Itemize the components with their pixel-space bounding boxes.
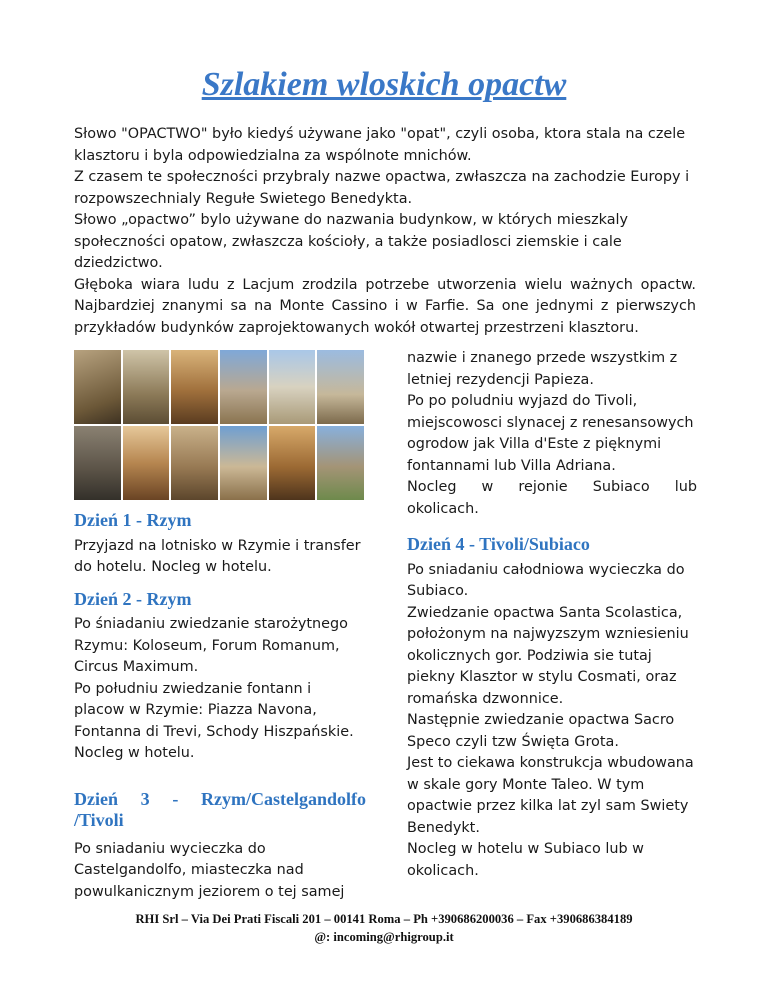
- day-2-paragraph: Po południu zwiedzanie fontann i placow w Rzymie: Piazza Navona, Fontanna di Trevi, Schody Hiszpańskie.: [74, 680, 354, 740]
- photo-tile: [317, 350, 364, 424]
- photo-tile: [317, 426, 364, 500]
- day-1-heading: Dzień 1 - Rzym: [74, 510, 192, 530]
- abbey-photo-collage: [74, 350, 364, 500]
- day-3-heading: [74, 789, 366, 831]
- day-4-paragraph: Nocleg w hotelu w Subiaco lub w okolicach.: [407, 841, 644, 879]
- right-column: [407, 348, 697, 882]
- day-3-heading-line: /Tivoli: [74, 809, 124, 830]
- day-3-paragraph: Po sniadaniu wycieczka do Castelgandolfo, miasteczka nad powulkanicznym jeziorem o tej samej: [74, 840, 345, 900]
- day-3-heading-line: Dzień 3 - Rzym/Castelgandolfo: [74, 788, 366, 809]
- intro-paragraph: Głęboka wiara ludu z Lacjum zrodzila potrzebe utworzenia wielu ważnych opactw. Najbardziej znanymi sa na Monte Cassino i w Farfie. Sa one jednymi z pierwszych przykładów budynków zaprojektowanych wokół otwartej przestrzeni klasztoru.: [74, 276, 696, 336]
- photo-tile: [123, 426, 170, 500]
- footer-address: RHI Srl – Via Dei Prati Fiscali 201 – 00141 Roma – Ph +390686200036 – Fax +390686384189: [135, 912, 633, 926]
- day-3-lodging: [407, 477, 697, 520]
- photo-tile: [74, 426, 121, 500]
- day-4-heading: Dzień 4 - Tivoli/Subiaco: [407, 534, 590, 554]
- left-column: [74, 350, 366, 903]
- day-2-paragraph: Nocleg w hotelu.: [74, 745, 195, 761]
- photo-tile: [220, 426, 267, 500]
- photo-tile: [220, 350, 267, 424]
- day-3-lodging-line: okolicach.: [407, 500, 479, 517]
- photo-tile: [171, 350, 218, 424]
- document-title: Szlakiem wloskich opactw: [201, 66, 567, 103]
- day-4-paragraph: Następnie zwiedzanie opactwa Sacro Speco czyli tzw Święta Grota.: [407, 712, 675, 750]
- day-4-paragraph: Jest to ciekawa konstrukcja wbudowana w skale gory Monte Taleo. W tym opactwie przez kilka lat zyl sam Swiety Benedykt.: [407, 755, 694, 836]
- day-1-text: Przyjazd na lotnisko w Rzymie i transfer do hotelu. Nocleg w hotelu.: [74, 537, 361, 575]
- photo-tile: [171, 426, 218, 500]
- day-2-paragraph: Po śniadaniu zwiedzanie starożytnego Rzymu: Koloseum, Forum Romanum, Circus Maximum.: [74, 616, 348, 675]
- photo-tile: [269, 350, 316, 424]
- intro-paragraph: Słowo "OPACTWO" było kiedyś używane jako "opat", czyli osoba, ktora stala na czele klasztoru i byla odpowiedzialna za wspólnote mnichów.: [74, 126, 686, 164]
- photo-tile: [269, 426, 316, 500]
- day-2-heading: Dzień 2 - Rzym: [74, 588, 192, 609]
- company-footer: [0, 910, 768, 946]
- intro-paragraph: Słowo „opactwo” bylo używane do nazwania budynkow, w których mieszkaly społeczności opatow, zwłaszcza kościoły, a także posiadlosci ziemskie i cale dziedzictwo.: [74, 212, 629, 271]
- photo-tile: [123, 350, 170, 424]
- day-3-lodging-line: Nocleg w rejonie Subiaco lub: [407, 479, 697, 495]
- intro-section: [74, 124, 696, 339]
- photo-tile: [74, 350, 121, 424]
- day-3-paragraph: Po po poludniu wyjazd do Tivoli, miejscowosci slynacej z renesansowych ogrodow jak Villa d'Este z pięknymi fontannami lub Villa Adriana.: [407, 393, 694, 474]
- intro-paragraph: Z czasem te społeczności przybraly nazwe opactwa, zwłaszcza na zachodzie Europy i rozpowszechnialy Regułe Swietego Benedykta.: [74, 169, 690, 207]
- day-4-paragraph: Po sniadaniu całodniowa wycieczka do Subiaco.: [407, 561, 685, 599]
- footer-email: @: incoming@rhigroup.it: [314, 930, 454, 944]
- day-3-paragraph: nazwie i znanego przede wszystkim z letniej rezydencji Papieza.: [407, 350, 678, 388]
- day-4-paragraph: Zwiedzanie opactwa Santa Scolastica, położonym na najwyzszym wzniesieniu okolicznych gor. Podziwia sie tutaj piekny Klasztor w stylu Cosmati, oraz romańska dzwonnice.: [407, 604, 689, 707]
